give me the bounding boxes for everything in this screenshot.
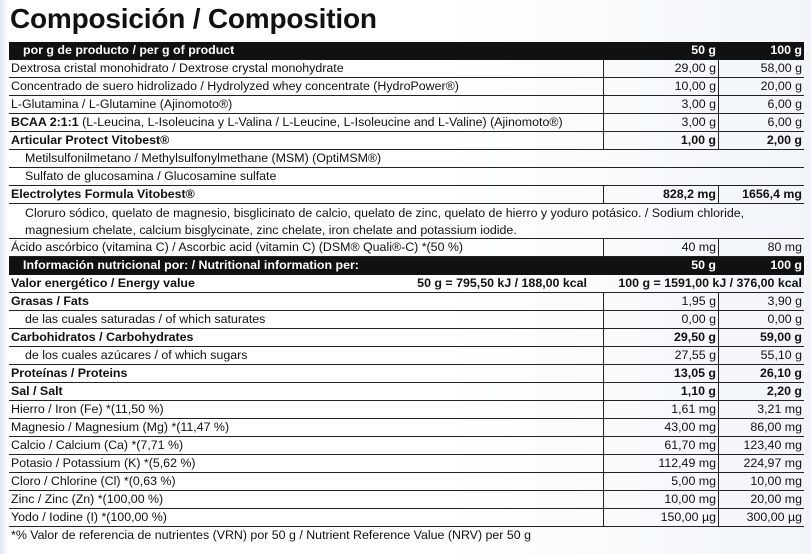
ingredient-label — [11, 114, 563, 131]
value-100g: 3,90 g — [718, 293, 804, 310]
composition-header-label: por g de producto / per g of product — [23, 43, 235, 57]
value-100g: 6,00 g — [718, 96, 804, 113]
nrv-footnote: *% Valor de referencia de nutrientes (VRN) por 50 g / Nutrient Reference Value (NRV) per 50 g — [11, 528, 531, 542]
nutrient-label: Proteínas / Proteins — [11, 366, 128, 380]
energy-label: Valor energético / Energy value — [11, 276, 195, 290]
table-row — [9, 311, 804, 329]
table-row — [9, 96, 804, 114]
table-row — [9, 186, 804, 204]
value-50g: 1,95 g — [603, 293, 718, 310]
value-100g: 123,40 mg — [718, 437, 804, 454]
value-100g: 10,00 mg — [718, 473, 804, 490]
bcaa-description: (L-Leucina, L-Isoleucina y L-Valina / L-Leucine, L-Isoleucine and L-Valine) (Ajinomoto®) — [78, 115, 563, 129]
ingredient-label: L-Glutamina / L-Glutamine (Ajinomoto®) — [11, 97, 233, 111]
ingredient-label: Articular Protect Vitobest® — [11, 133, 170, 147]
table-row — [9, 401, 804, 419]
table-row — [9, 239, 804, 257]
value-100g: 80 mg — [718, 239, 804, 256]
value-100g: 20,00 mg — [718, 491, 804, 508]
value-100g: 59,00 g — [718, 329, 804, 346]
value-50g: 1,00 g — [603, 132, 718, 149]
ingredient-label: Electrolytes Formula Vitobest® — [11, 187, 195, 201]
value-100g: 0,00 g — [718, 311, 804, 328]
energy-value-100g: 100 g = 1591,00 kJ / 376,00 kcal — [618, 276, 802, 290]
value-50g: 29,00 g — [603, 60, 718, 77]
page-title: Composición / Composition — [10, 3, 377, 34]
table-row — [9, 329, 804, 347]
nutrient-label: de los cuales azúcares / of which sugars — [25, 348, 248, 362]
footnote-row — [9, 527, 804, 545]
value-50g: 13,05 g — [603, 365, 718, 382]
table-row — [9, 509, 804, 527]
value-50g: 10,00 mg — [603, 491, 718, 508]
table-row — [9, 419, 804, 437]
value-50g: 828,2 mg — [603, 186, 718, 203]
value-100g: 300,00 µg — [718, 509, 804, 526]
ingredient-label: Concentrado de suero hidrolizado / Hydrolyzed whey concentrate (HydroPower®) — [11, 79, 459, 93]
value-50g: 3,00 g — [603, 96, 718, 113]
value-50g: 3,00 g — [603, 114, 718, 131]
value-50g: 29,50 g — [603, 329, 718, 346]
ingredient-label: Metilsulfonilmetano / Methylsulfonylmethane (MSM) (OptiMSM®) — [25, 151, 382, 165]
value-50g: 1,10 g — [603, 383, 718, 400]
bcaa-ratio-label: BCAA 2:1:1 — [11, 115, 79, 129]
table-row — [9, 365, 804, 383]
nutrition-header-col-50g: 50 g — [691, 258, 716, 272]
table-row — [9, 114, 804, 132]
nutrient-label: Carbohidratos / Carbohydrates — [11, 330, 194, 344]
value-100g: 55,10 g — [718, 347, 804, 364]
value-100g: 1656,4 mg — [718, 186, 804, 203]
value-50g: 10,00 g — [603, 78, 718, 95]
composition-nutrition-table — [9, 42, 804, 545]
value-100g: 2,00 g — [718, 132, 804, 149]
composition-header-col-100g: 100 g — [770, 43, 802, 57]
table-row — [9, 383, 804, 401]
energy-value-50g: 50 g = 795,50 kJ / 188,00 kcal — [417, 276, 587, 290]
table-row — [9, 78, 804, 96]
value-100g: 2,20 g — [718, 383, 804, 400]
table-row — [9, 150, 804, 168]
nutrient-label: Zinc / Zinc (Zn) *(100,00 %) — [11, 492, 164, 506]
ingredient-label: Sulfato de glucosamina / Glucosamine sulfate — [25, 169, 277, 183]
nutrient-label: Hierro / Iron (Fe) *(11,50 %) — [11, 402, 164, 416]
value-100g: 20,00 g — [718, 78, 804, 95]
table-row — [9, 168, 804, 186]
value-50g: 43,00 mg — [603, 419, 718, 436]
nutrition-header-label: Información nutricional por: / Nutritional information per: — [23, 258, 359, 272]
table-row — [9, 204, 804, 239]
value-50g: 40 mg — [603, 239, 718, 256]
table-row — [9, 437, 804, 455]
table-row — [9, 132, 804, 150]
value-50g: 150,00 µg — [603, 509, 718, 526]
value-100g: 6,00 g — [718, 114, 804, 131]
ingredient-label: Cloruro sódico, quelato de magnesio, bisglicinato de calcio, quelato de zinc, quelato de hierro y yoduro potásico. / Sodium chloride, magnesium chelate, calcium bisglycinate, zinc chelate, iron chelate and potassium iodide. — [25, 206, 745, 237]
value-100g: 26,10 g — [718, 365, 804, 382]
value-50g: 61,70 mg — [603, 437, 718, 454]
value-50g: 27,55 g — [603, 347, 718, 364]
table-row — [9, 473, 804, 491]
table-row — [9, 60, 804, 78]
composition-header-col-50g: 50 g — [691, 43, 716, 57]
ingredient-label: Ácido ascórbico (vitamina C) / Ascorbic acid (vitamin C) (DSM® Quali®-C) *(50 %) — [11, 240, 464, 254]
left-edge-shade — [0, 0, 8, 554]
nutrient-label: Grasas / Fats — [11, 294, 89, 308]
value-100g: 86,00 mg — [718, 419, 804, 436]
value-50g: 1,61 mg — [603, 401, 718, 418]
nutrition-header-row — [9, 257, 804, 275]
nutrition-header-col-100g: 100 g — [770, 258, 802, 272]
table-row — [9, 293, 804, 311]
composition-header-row — [9, 42, 804, 60]
value-50g: 0,00 g — [603, 311, 718, 328]
nutrient-label: Cloro / Chlorine (Cl) *(0,63 %) — [11, 474, 176, 488]
nutrient-label: Sal / Salt — [11, 384, 63, 398]
nutrient-label: Calcio / Calcium (Ca) *(7,71 %) — [11, 438, 184, 452]
value-100g: 224,97 mg — [718, 455, 804, 472]
table-row — [9, 491, 804, 509]
table-row — [9, 347, 804, 365]
value-100g: 58,00 g — [718, 60, 804, 77]
nutrient-label: Magnesio / Magnesium (Mg) *(11,47 %) — [11, 420, 230, 434]
value-50g: 5,00 mg — [603, 473, 718, 490]
nutrient-label: de las cuales saturadas / of which saturates — [25, 312, 266, 326]
nutrient-label: Yodo / Iodine (I) *(100,00 %) — [11, 510, 167, 524]
ingredient-label: Dextrosa cristal monohidrato / Dextrose crystal monohydrate — [11, 61, 344, 75]
value-100g: 3,21 mg — [718, 401, 804, 418]
energy-row — [9, 275, 804, 293]
nutrient-label: Potasio / Potassium (K) *(5,62 %) — [11, 456, 196, 470]
table-row — [9, 455, 804, 473]
value-50g: 112,49 mg — [603, 455, 718, 472]
